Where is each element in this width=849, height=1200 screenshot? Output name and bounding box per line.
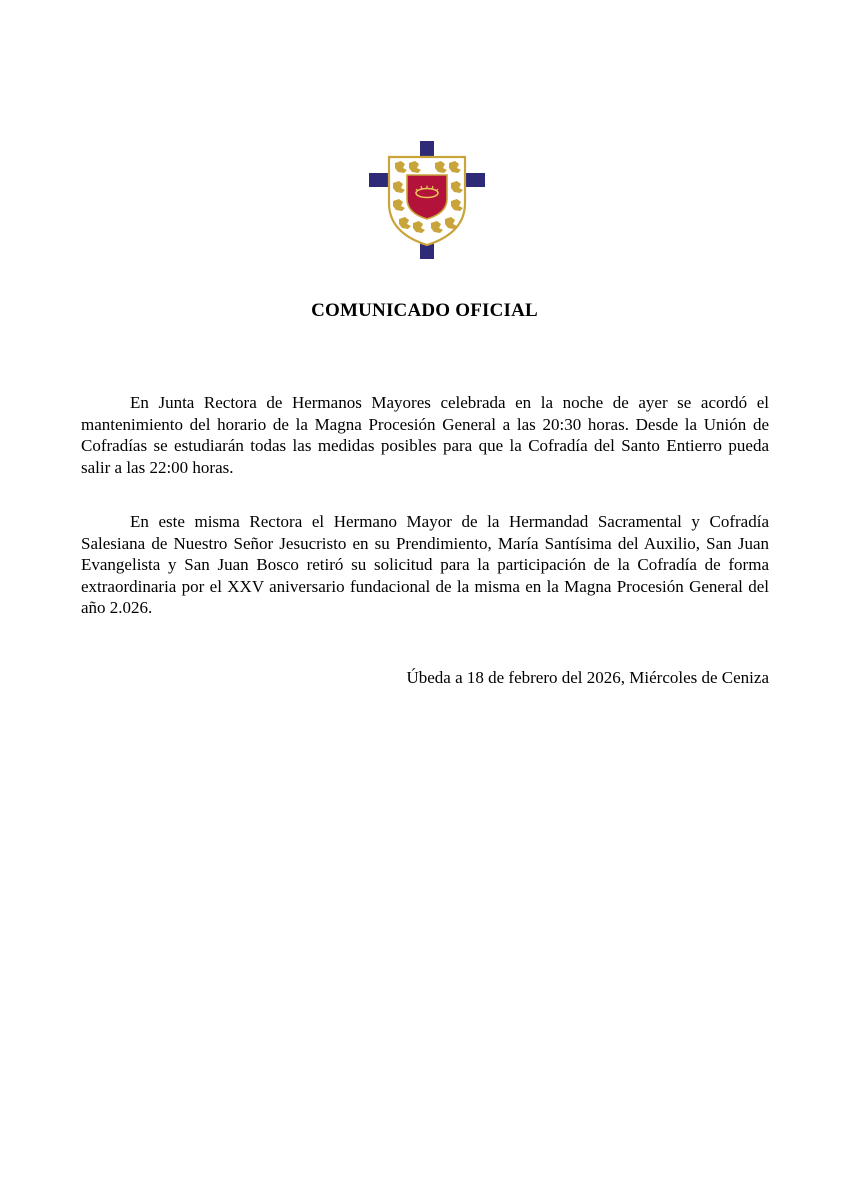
document-title: COMUNICADO OFICIAL	[311, 300, 538, 321]
cofradia-emblem-icon	[369, 141, 485, 259]
paragraph-1: En Junta Rectora de Hermanos Mayores celebrada en la noche de ayer se acordó el mantenimiento del horario de la Magna Procesión General a las 20:30 horas. Desde la Unión de Cofradías se estudiarán todas las medidas posibles para que la Cofradía del Santo Entierro pueda salir a las 22:00 horas.	[81, 393, 769, 477]
signature-line: Úbeda a 18 de febrero del 2026, Miércoles de Ceniza	[406, 668, 769, 687]
paragraph-2: En este misma Rectora el Hermano Mayor de la Hermandad Sacramental y Cofradía Salesiana de Nuestro Señor Jesucristo en su Prendimiento, María Santísima del Auxilio, San Juan Evangelista y San Juan Bosco retiró su solicitud para la participación de la Cofradía de forma extraordinaria por el XXV aniversario fundacional de la misma en la Magna Procesión General del año 2.026.	[81, 512, 769, 617]
